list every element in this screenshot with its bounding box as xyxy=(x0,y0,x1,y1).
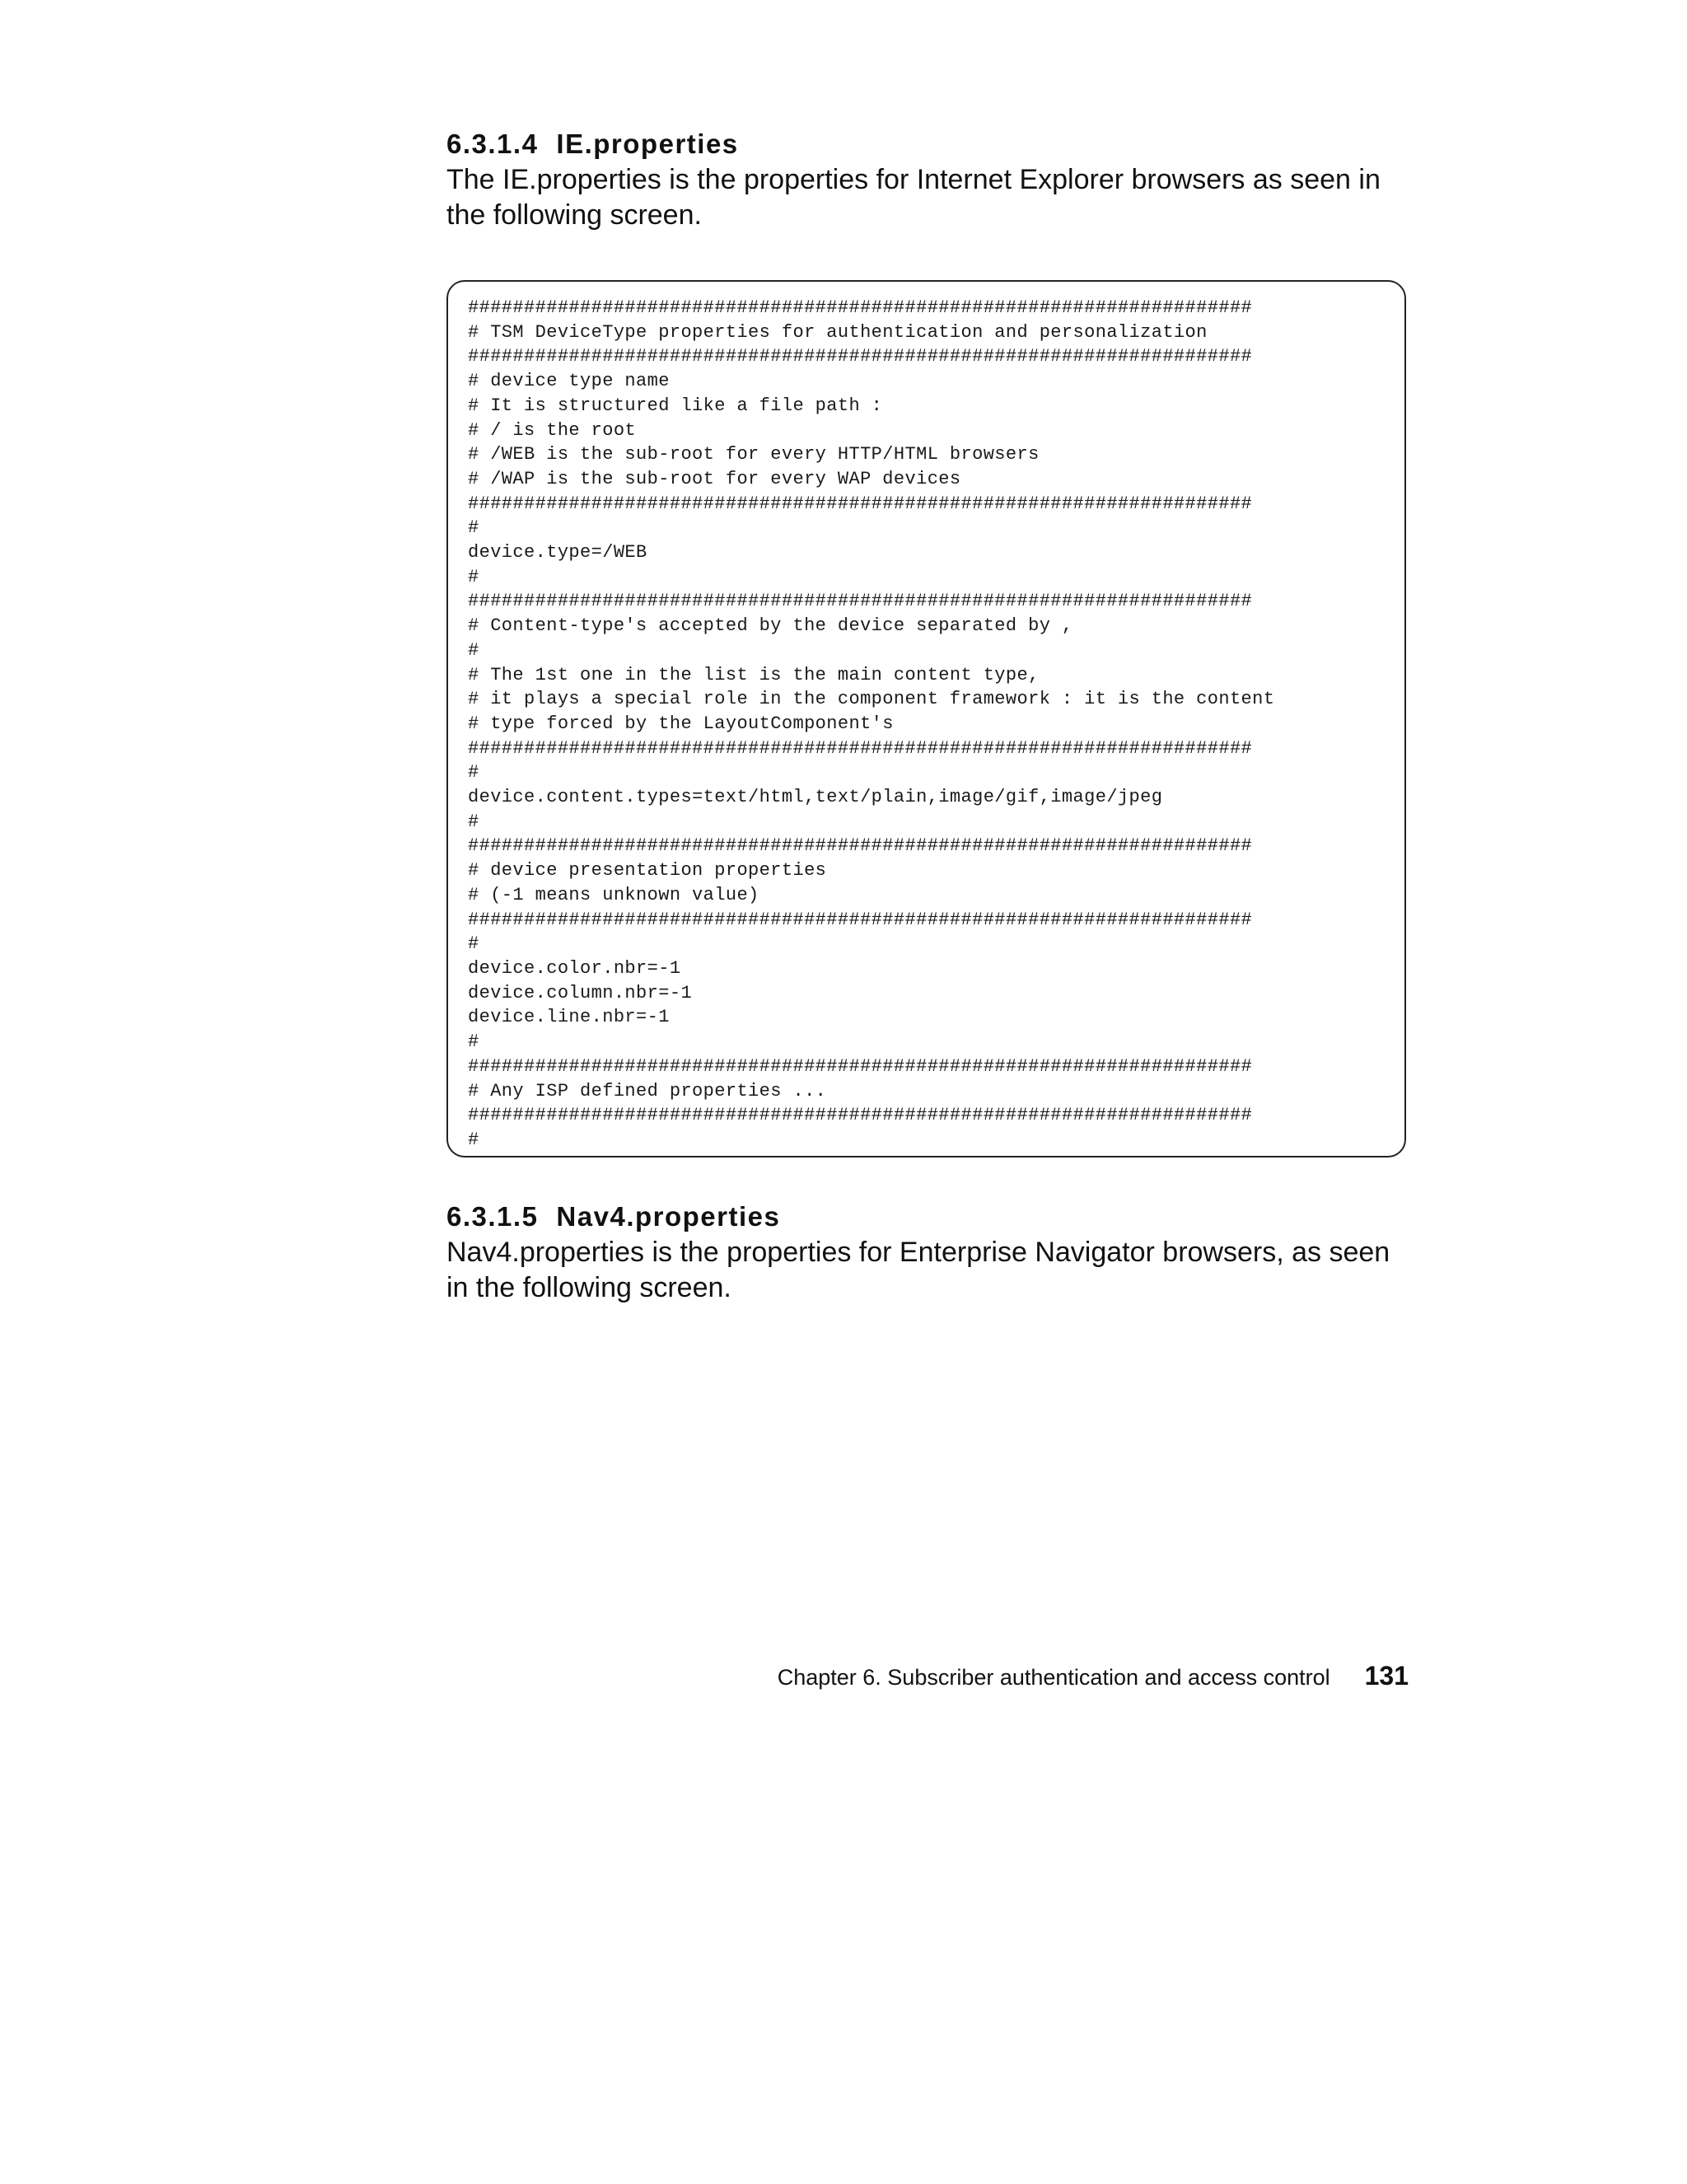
code-line: device.content.types=text/html,text/plain,image/gif,image/jpeg xyxy=(468,787,1163,808)
code-line: ###################################################################### xyxy=(468,297,1253,318)
code-line: # xyxy=(468,811,479,832)
code-line: device.color.nbr=-1 xyxy=(468,957,681,979)
code-line: ###################################################################### xyxy=(468,1055,1253,1077)
code-line: # /WEB is the sub-root for every HTTP/HTML browsers xyxy=(468,444,1040,465)
code-line: # device type name xyxy=(468,371,670,392)
section-paragraph-ie: The IE.properties is the properties for Internet Explorer browsers as seen in the following screen. xyxy=(446,164,1381,231)
code-listing xyxy=(468,296,1274,1153)
code-listing-box xyxy=(446,280,1406,1157)
section-paragraph-nav4: Nav4.properties is the properties for Enterprise Navigator browsers, as seen in the following screen. xyxy=(446,1237,1390,1303)
footer-chapter-title: Chapter 6. Subscriber authentication and access control xyxy=(777,1665,1330,1690)
code-line: device.column.nbr=-1 xyxy=(468,982,693,1003)
code-line: # it plays a special role in the component framework : it is the content xyxy=(468,689,1275,710)
code-line: # (-1 means unknown value) xyxy=(468,884,759,905)
section-number: 6.3.1.5 xyxy=(446,1201,539,1232)
code-line: ###################################################################### xyxy=(468,909,1253,930)
code-line: # It is structured like a file path : xyxy=(468,395,883,416)
code-line: # xyxy=(468,933,479,955)
section-heading-ie-properties xyxy=(446,128,739,161)
code-line: # /WAP is the sub-root for every WAP devices xyxy=(468,468,961,489)
code-line: # xyxy=(468,762,479,783)
code-line: # The 1st one in the list is the main content type, xyxy=(468,664,1040,685)
code-line: ###################################################################### xyxy=(468,1105,1253,1126)
code-line: # xyxy=(468,1129,479,1150)
page-number: 131 xyxy=(1364,1661,1409,1691)
code-line: # xyxy=(468,1031,479,1053)
section-heading-nav4-properties xyxy=(446,1200,780,1233)
code-line: ###################################################################### xyxy=(468,346,1253,367)
code-line: # type forced by the LayoutComponent's xyxy=(468,713,894,734)
code-line: # Content-type's accepted by the device separated by , xyxy=(468,615,1073,637)
code-line: ###################################################################### xyxy=(468,737,1253,759)
code-line: device.line.nbr=-1 xyxy=(468,1007,670,1028)
code-line: # TSM DeviceType properties for authentication and personalization xyxy=(468,321,1208,343)
code-line: # device presentation properties xyxy=(468,860,827,882)
code-line: # / is the root xyxy=(468,419,637,441)
code-line: # Any ISP defined properties ... xyxy=(468,1080,827,1101)
code-line: ###################################################################### xyxy=(468,493,1253,514)
code-line: # xyxy=(468,566,479,587)
section-title: Nav4.properties xyxy=(556,1201,781,1232)
page-footer xyxy=(778,1661,1409,1691)
code-line: ###################################################################### xyxy=(468,835,1253,857)
section-title: IE.properties xyxy=(556,129,739,159)
code-line: device.type=/WEB xyxy=(468,542,647,564)
code-line: # xyxy=(468,517,479,539)
code-line: ###################################################################### xyxy=(468,591,1253,612)
section-number: 6.3.1.4 xyxy=(446,129,539,159)
code-line: # xyxy=(468,639,479,661)
